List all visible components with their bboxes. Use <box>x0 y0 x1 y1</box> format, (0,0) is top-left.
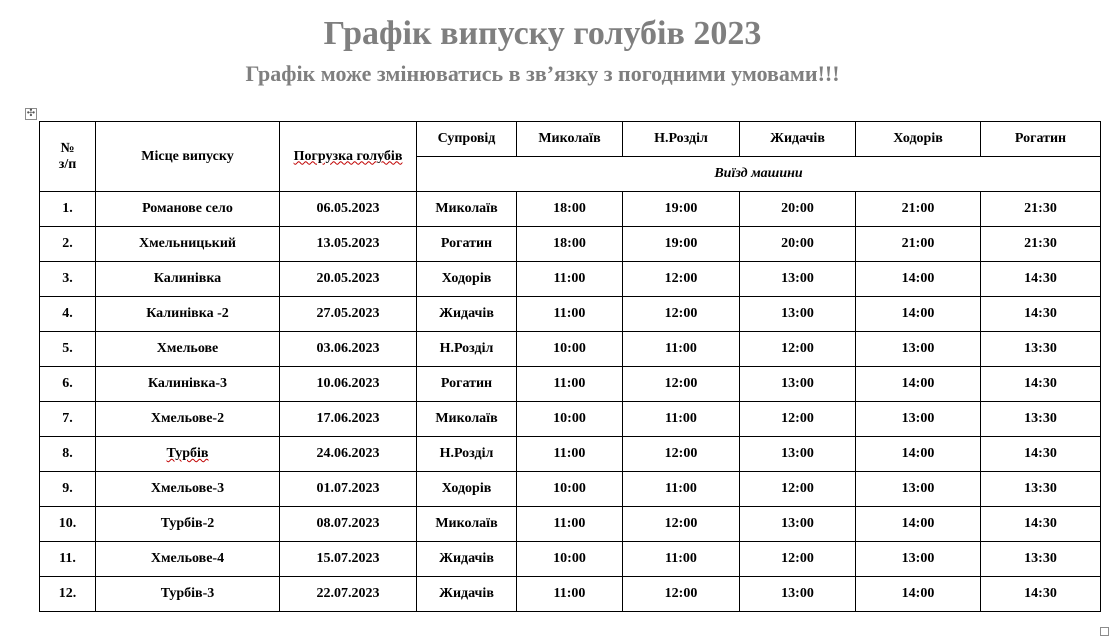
row-time: 13:00 <box>740 262 856 297</box>
row-date: 08.07.2023 <box>280 507 417 542</box>
row-number: 12. <box>40 577 96 612</box>
row-number: 11. <box>40 542 96 577</box>
row-time: 11:00 <box>623 472 740 507</box>
row-time: 14:00 <box>856 262 981 297</box>
row-escort: Жидачів <box>417 542 517 577</box>
header-escort: Супровід <box>417 122 517 157</box>
table-row <box>40 507 1101 542</box>
row-time: 20:00 <box>740 227 856 262</box>
header-city-rohatyn: Рогатин <box>981 122 1101 157</box>
row-time: 21:30 <box>981 192 1101 227</box>
row-place: Турбів-3 <box>96 577 280 612</box>
row-date: 24.06.2023 <box>280 437 417 472</box>
table-row <box>40 262 1101 297</box>
row-time: 14:00 <box>856 367 981 402</box>
row-time: 12:00 <box>623 507 740 542</box>
row-place: Турбів-2 <box>96 507 280 542</box>
row-time: 14:30 <box>981 297 1101 332</box>
header-city-khodoriv: Ходорів <box>856 122 981 157</box>
header-number-text: № з/п <box>58 140 77 172</box>
document-subtitle: Графік може змінюватись в зв’язку з погодними умовами!!! <box>245 61 840 86</box>
table-row <box>40 472 1101 507</box>
row-time: 13:00 <box>740 437 856 472</box>
row-escort: Миколаїв <box>417 402 517 437</box>
row-place: Калинівка-3 <box>96 367 280 402</box>
row-time: 10:00 <box>517 472 623 507</box>
row-date: 03.06.2023 <box>280 332 417 367</box>
row-time: 13:30 <box>981 402 1101 437</box>
row-time: 14:30 <box>981 577 1101 612</box>
table-row <box>40 332 1101 367</box>
row-escort: Миколаїв <box>417 507 517 542</box>
row-time: 14:30 <box>981 367 1101 402</box>
row-time: 13:00 <box>856 542 981 577</box>
table-row <box>40 227 1101 262</box>
row-date: 22.07.2023 <box>280 577 417 612</box>
table-row <box>40 402 1101 437</box>
row-number: 8. <box>40 437 96 472</box>
row-time: 12:00 <box>623 262 740 297</box>
row-time: 11:00 <box>517 437 623 472</box>
row-number: 5. <box>40 332 96 367</box>
row-time: 12:00 <box>623 297 740 332</box>
table-row <box>40 192 1101 227</box>
row-time: 11:00 <box>517 507 623 542</box>
row-time: 10:00 <box>517 542 623 577</box>
row-date: 27.05.2023 <box>280 297 417 332</box>
row-time: 20:00 <box>740 192 856 227</box>
row-escort: Ходорів <box>417 472 517 507</box>
row-time: 13:00 <box>856 332 981 367</box>
row-time: 11:00 <box>517 262 623 297</box>
row-time: 13:00 <box>856 402 981 437</box>
row-time: 14:00 <box>856 297 981 332</box>
row-time: 13:30 <box>981 542 1101 577</box>
row-escort: Н.Розділ <box>417 437 517 472</box>
row-number: 1. <box>40 192 96 227</box>
table-row <box>40 542 1101 577</box>
row-time: 14:00 <box>856 507 981 542</box>
row-date: 15.07.2023 <box>280 542 417 577</box>
row-time: 11:00 <box>517 577 623 612</box>
row-time: 19:00 <box>623 227 740 262</box>
row-place-text: Турбів <box>166 446 209 461</box>
row-time: 10:00 <box>517 402 623 437</box>
row-time: 11:00 <box>623 332 740 367</box>
row-time: 21:00 <box>856 227 981 262</box>
table-row <box>40 437 1101 472</box>
row-time: 11:00 <box>517 367 623 402</box>
header-loading <box>280 122 417 192</box>
row-number: 4. <box>40 297 96 332</box>
row-place: Калинівка -2 <box>96 297 280 332</box>
header-city-mykolaiv: Миколаїв <box>517 122 623 157</box>
row-time: 12:00 <box>623 367 740 402</box>
row-place: Калинівка <box>96 262 280 297</box>
row-time: 14:30 <box>981 507 1101 542</box>
row-escort: Рогатин <box>417 227 517 262</box>
row-time: 12:00 <box>740 542 856 577</box>
row-place: Хмельове <box>96 332 280 367</box>
row-place: Хмельове-4 <box>96 542 280 577</box>
row-time: 13:00 <box>740 367 856 402</box>
row-time: 14:00 <box>856 437 981 472</box>
row-time: 12:00 <box>623 577 740 612</box>
table-move-handle-icon[interactable]: ✣ <box>26 108 36 119</box>
row-time: 13:00 <box>740 577 856 612</box>
header-number <box>40 122 96 192</box>
header-loading-text: Погрузка голубів <box>293 148 403 164</box>
row-time: 11:00 <box>623 402 740 437</box>
row-time: 13:00 <box>856 472 981 507</box>
row-number: 9. <box>40 472 96 507</box>
row-time: 12:00 <box>740 472 856 507</box>
row-time: 13:00 <box>740 507 856 542</box>
row-time: 21:30 <box>981 227 1101 262</box>
row-date: 20.05.2023 <box>280 262 417 297</box>
row-time: 13:30 <box>981 472 1101 507</box>
row-date: 06.05.2023 <box>280 192 417 227</box>
row-date: 13.05.2023 <box>280 227 417 262</box>
row-time: 12:00 <box>740 332 856 367</box>
table-row <box>40 577 1101 612</box>
row-number: 10. <box>40 507 96 542</box>
header-place: Місце випуску <box>96 122 280 192</box>
row-number: 7. <box>40 402 96 437</box>
row-date: 01.07.2023 <box>280 472 417 507</box>
row-time: 21:00 <box>856 192 981 227</box>
row-place: Хмельове-2 <box>96 402 280 437</box>
row-date: 17.06.2023 <box>280 402 417 437</box>
row-time: 13:00 <box>740 297 856 332</box>
row-escort: Ходорів <box>417 262 517 297</box>
row-number: 3. <box>40 262 96 297</box>
header-departure: Виїзд машини <box>417 157 1101 192</box>
table-row <box>40 367 1101 402</box>
row-escort: Рогатин <box>417 367 517 402</box>
row-time: 14:30 <box>981 262 1101 297</box>
table-resize-handle-icon[interactable] <box>1100 627 1109 636</box>
row-escort: Жидачів <box>417 297 517 332</box>
release-schedule-table <box>39 121 1101 612</box>
row-time: 11:00 <box>623 542 740 577</box>
row-escort: Н.Розділ <box>417 332 517 367</box>
row-place: Романове село <box>96 192 280 227</box>
row-time: 14:30 <box>981 437 1101 472</box>
header-city-zhydachiv: Жидачів <box>740 122 856 157</box>
table-row <box>40 297 1101 332</box>
header-city-nrozdil: Н.Розділ <box>623 122 740 157</box>
row-time: 12:00 <box>623 437 740 472</box>
row-time: 18:00 <box>517 192 623 227</box>
row-place: Хмельницький <box>96 227 280 262</box>
row-time: 13:30 <box>981 332 1101 367</box>
row-date: 10.06.2023 <box>280 367 417 402</box>
row-escort: Жидачів <box>417 577 517 612</box>
row-time: 19:00 <box>623 192 740 227</box>
row-time: 11:00 <box>517 297 623 332</box>
row-time: 14:00 <box>856 577 981 612</box>
row-time: 12:00 <box>740 402 856 437</box>
row-place <box>96 437 280 472</box>
row-escort: Миколаїв <box>417 192 517 227</box>
row-time: 10:00 <box>517 332 623 367</box>
row-number: 2. <box>40 227 96 262</box>
row-place: Хмельове-3 <box>96 472 280 507</box>
document-title: Графік випуску голубів 2023 <box>323 15 762 52</box>
row-time: 18:00 <box>517 227 623 262</box>
table-header-row <box>40 122 1101 157</box>
row-number: 6. <box>40 367 96 402</box>
